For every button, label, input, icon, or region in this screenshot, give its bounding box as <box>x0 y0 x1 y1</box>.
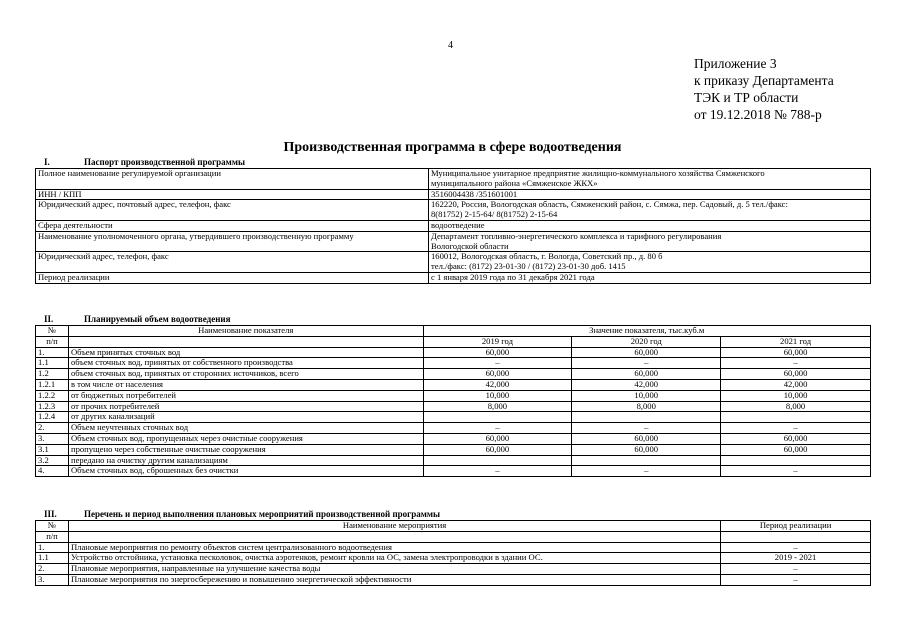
indicator-value: – <box>572 466 721 477</box>
passport-label: Наименование уполномоченного органа, утвердившего производственную программу <box>36 231 429 252</box>
table-row <box>36 423 871 434</box>
row-number: 3. <box>36 574 69 585</box>
table-row <box>36 231 871 252</box>
row-number: 3.1 <box>36 444 69 455</box>
table-row <box>36 189 871 200</box>
indicator-value: – <box>423 423 572 434</box>
indicator-value: – <box>572 423 721 434</box>
measure-name: Плановые мероприятия по ремонту объектов систем централизованного водоотведения <box>68 542 720 553</box>
passport-value-line: водоотведение <box>431 219 485 230</box>
year-header: 2021 год <box>721 336 871 347</box>
table-row <box>36 220 871 231</box>
passport-value <box>429 220 871 231</box>
table-row <box>36 369 871 380</box>
indicator-value: 42,000 <box>423 379 572 390</box>
section-number: I. <box>44 157 50 167</box>
indicator-value: – <box>721 466 871 477</box>
indicator-name: в том числе от населения <box>68 379 423 390</box>
header-cell: п/п <box>36 531 69 542</box>
indicator-value: – <box>572 358 721 369</box>
passport-value-line: Муниципальное унитарное предприятие жилищно-коммунального хозяйства Сямженского <box>431 168 765 178</box>
indicator-value: 10,000 <box>572 390 721 401</box>
passport-value-line: 3516004438 /351601001 <box>431 188 518 199</box>
indicator-value: – <box>423 358 572 369</box>
indicator-name: передано на очистку другим канализациям <box>68 455 423 466</box>
year-header: 2020 год <box>572 336 721 347</box>
indicator-name: объем сточных вод, принятых от сторонних источников, всего <box>68 369 423 380</box>
passport-label: Юридический адрес, телефон, факс <box>36 252 429 273</box>
indicator-value: – <box>721 358 871 369</box>
table-row <box>36 564 871 575</box>
table-row <box>36 401 871 412</box>
row-number: 1.1 <box>36 553 69 564</box>
indicator-value: – <box>721 423 871 434</box>
passport-value-line: 162220, Россия, Вологодская область, Сямженский район, с. Сямжа, пер. Садовый, д. 5 тел./факс: <box>431 199 788 210</box>
indicator-value: 60,000 <box>423 433 572 444</box>
row-number: 3.2 <box>36 455 69 466</box>
section-title: Паспорт производственной программы <box>84 157 245 167</box>
passport-value <box>429 169 871 190</box>
header-cell: № <box>36 326 69 337</box>
table-row <box>36 390 871 401</box>
measures-table <box>35 520 871 586</box>
row-number: 1.2.3 <box>36 401 69 412</box>
indicator-value: 60,000 <box>423 369 572 380</box>
passport-label: Полное наименование регулируемой организации <box>36 169 429 190</box>
indicator-name: объем сточных вод, принятых от собственного производства <box>68 358 423 369</box>
year-header: 2019 год <box>423 336 572 347</box>
indicator-value: 60,000 <box>721 433 871 444</box>
indicator-value: 8,000 <box>572 401 721 412</box>
indicator-name: Объем принятых сточных вод <box>68 347 423 358</box>
table-row <box>36 358 871 369</box>
appendix-line: к приказу Департамента <box>694 73 834 88</box>
indicator-value: 60,000 <box>572 347 721 358</box>
row-number: 4. <box>36 466 69 477</box>
passport-value <box>429 200 871 221</box>
indicator-name: от бюджетных потребителей <box>68 390 423 401</box>
table-row <box>36 466 871 477</box>
indicator-name: Объем сточных вод, сброшенных без очистки <box>68 466 423 477</box>
table-row <box>36 412 871 423</box>
header-cell: Наименование показателя <box>68 326 423 337</box>
row-number: 2. <box>36 564 69 575</box>
row-number: 1.2.2 <box>36 390 69 401</box>
header-cell <box>68 336 423 347</box>
header-cell <box>721 531 871 542</box>
measure-period: 2019 - 2021 <box>721 553 871 564</box>
indicator-value: 10,000 <box>721 390 871 401</box>
passport-value-line: Департамент топливно-энергетического комплекса и тарифного регулирования <box>431 230 722 241</box>
section-heading <box>44 314 230 324</box>
indicator-value: 60,000 <box>721 347 871 358</box>
header-cell: Наименование мероприятия <box>68 521 720 532</box>
table-row <box>36 379 871 390</box>
indicator-value: 42,000 <box>572 379 721 390</box>
table-row <box>36 444 871 455</box>
passport-value <box>429 272 871 283</box>
table-row <box>36 200 871 221</box>
passport-value-line: тел./факс: (8172) 23-01-30 / (8172) 23-01-30 доб. 1415 <box>431 261 626 272</box>
passport-value-line: муниципального района «Сямженское ЖКХ» <box>431 177 598 188</box>
header-cell: Период реализации <box>721 521 871 532</box>
measure-name: Устройство отстойника, установка песколовок, очистка аэротенков, ремонт кровли на ОС, замена электропроводки в здании ОС. <box>68 553 720 564</box>
table-row <box>36 252 871 273</box>
header-cell: п/п <box>36 336 69 347</box>
row-number: 1.2 <box>36 369 69 380</box>
appendix-line: от 19.12.2018 № 788-р <box>694 107 822 122</box>
table-row <box>36 169 871 190</box>
passport-table <box>35 168 871 284</box>
indicator-name: от других канализаций <box>68 412 423 423</box>
indicator-value: 42,000 <box>721 379 871 390</box>
indicator-name: Объем неучтенных сточных вод <box>68 423 423 434</box>
header-cell: Значение показателя, тыс.куб.м <box>423 326 870 337</box>
indicator-name: Объем сточных вод, пропущенных через очистные сооружения <box>68 433 423 444</box>
section-title: Перечень и период выполнения плановых мероприятий производственной программы <box>84 509 441 519</box>
table-row <box>36 455 871 466</box>
section-title: Планируемый объем водоотведения <box>84 314 231 324</box>
section-heading <box>44 509 440 519</box>
passport-label: Сфера деятельности <box>36 220 429 231</box>
section-number: II. <box>44 314 54 324</box>
passport-value <box>429 231 871 252</box>
indicator-value: 8,000 <box>423 401 572 412</box>
appendix-line: Приложение 3 <box>694 56 777 71</box>
table-row <box>36 347 871 358</box>
header-cell: № <box>36 521 69 532</box>
passport-value-line: 8(81752) 2-15-64/ 8(81752) 2-15-64 <box>431 209 558 220</box>
row-number: 3. <box>36 433 69 444</box>
indicator-value: 60,000 <box>423 444 572 455</box>
indicator-value: 60,000 <box>721 444 871 455</box>
measure-period: – <box>721 542 871 553</box>
indicator-value <box>721 455 871 466</box>
passport-value-line: 160012, Вологодская область, г. Вологда, Советский пр., д. 80 б <box>431 251 663 262</box>
indicator-name: пропущено через собственные очистные сооружения <box>68 444 423 455</box>
indicator-value: 60,000 <box>572 433 721 444</box>
indicator-name: от прочих потребителей <box>68 401 423 412</box>
row-number: 1. <box>36 542 69 553</box>
measure-name: Плановые мероприятия по энергосбережению и повышению энергетической эффективности <box>68 574 720 585</box>
measure-period: – <box>721 574 871 585</box>
indicator-value: 60,000 <box>721 369 871 380</box>
indicator-value <box>572 455 721 466</box>
row-number: 1.2.1 <box>36 379 69 390</box>
indicator-value: – <box>423 466 572 477</box>
header-cell <box>68 531 720 542</box>
document-title: Производственная программа в сфере водоотведения <box>283 140 622 155</box>
indicator-value <box>721 412 871 423</box>
table-row <box>36 553 871 564</box>
passport-value <box>429 252 871 273</box>
table-row <box>36 574 871 585</box>
passport-label: ИНН / КПП <box>36 189 429 200</box>
table-row <box>36 433 871 444</box>
indicator-value: 60,000 <box>423 347 572 358</box>
row-number: 2. <box>36 423 69 434</box>
table-row <box>36 542 871 553</box>
indicator-value <box>423 455 572 466</box>
indicator-value: 60,000 <box>572 369 721 380</box>
measure-name: Плановые мероприятия, направленные на улучшение качества воды <box>68 564 720 575</box>
row-number: 1.2.4 <box>36 412 69 423</box>
indicator-value: 60,000 <box>572 444 721 455</box>
appendix-line: ТЭК и ТР области <box>694 90 799 105</box>
page-number: 4 <box>448 40 453 51</box>
measure-period: – <box>721 564 871 575</box>
passport-value <box>429 189 871 200</box>
indicator-value <box>423 412 572 423</box>
volume-table <box>35 325 871 477</box>
indicator-value: 10,000 <box>423 390 572 401</box>
section-heading <box>44 157 245 167</box>
indicator-value: 8,000 <box>721 401 871 412</box>
indicator-value <box>572 412 721 423</box>
passport-value-line: с 1 января 2019 года по 31 декабря 2021 года <box>431 271 595 282</box>
row-number: 1. <box>36 347 69 358</box>
passport-label: Юридический адрес, почтовый адрес, телефон, факс <box>36 200 429 221</box>
row-number: 1.1 <box>36 358 69 369</box>
passport-label: Период реализации <box>36 272 429 283</box>
appendix-block <box>694 55 834 123</box>
table-row <box>36 272 871 283</box>
section-number: III. <box>44 509 57 519</box>
passport-value-line: Вологодской области <box>431 240 509 251</box>
